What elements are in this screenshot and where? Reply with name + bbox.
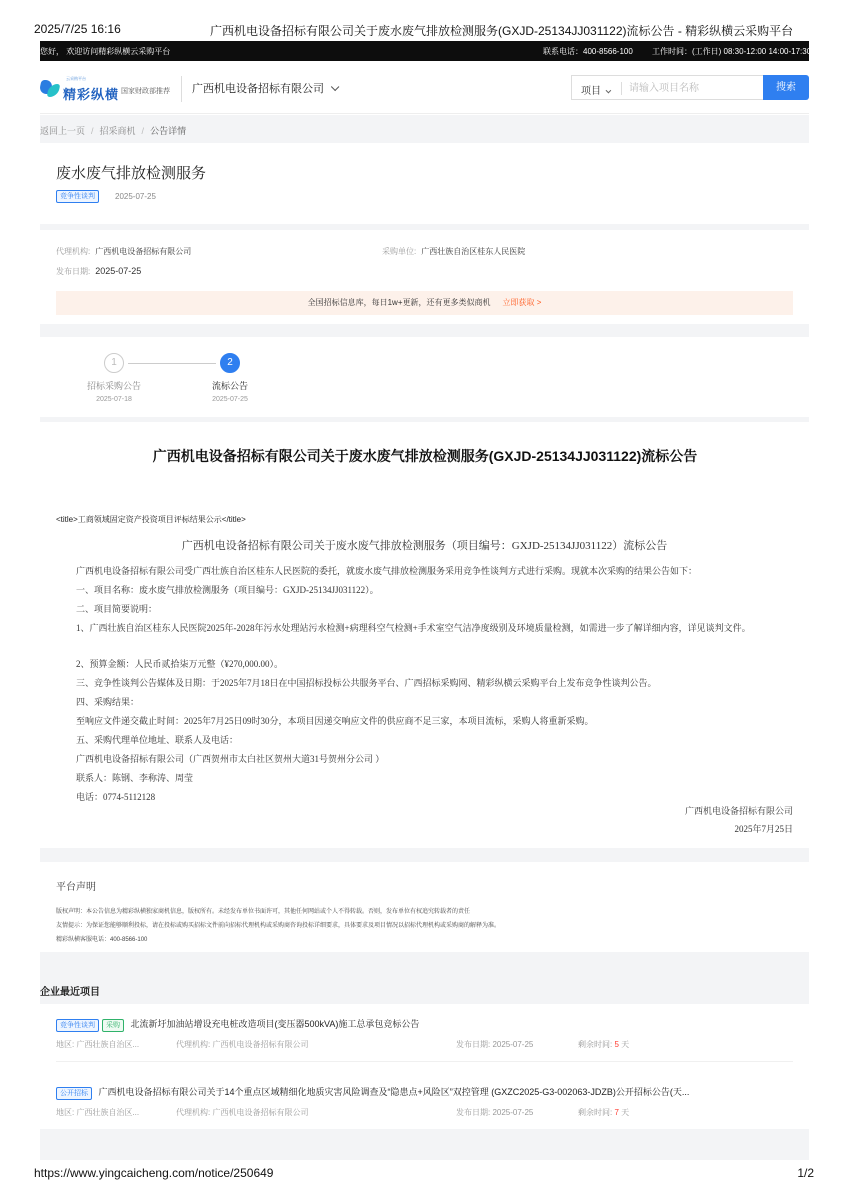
remaining-label: 剩余时间: (578, 1040, 613, 1049)
remaining-days: 7 (614, 1108, 619, 1117)
work-hours: 工作时间：(工作日) 08:30-12:00 14:00-17:30 (652, 47, 812, 56)
project-publish-date: 发布日期: 2025-07-25 (456, 1108, 534, 1117)
promo-banner (56, 291, 793, 315)
breadcrumb-current: 公告详情 (150, 126, 187, 136)
raw-title-tag: <title>工商领域固定资产投资项目评标结果公示</title> (56, 515, 246, 524)
project-agency: 代理机构: 广西机电设备招标有限公司 (176, 1108, 309, 1117)
project-title-row (56, 1017, 419, 1032)
chevron-down-icon (331, 83, 339, 91)
list-divider (56, 1061, 793, 1062)
paragraph-section-5: 五、采购代理单位地址、联系人及电话： (76, 735, 239, 745)
remaining-days: 5 (614, 1040, 619, 1049)
notice-info-card (40, 230, 809, 324)
site-header (40, 62, 809, 114)
paragraph-contacts: 联系人：陈钢、李称涛、周莹 (76, 773, 194, 783)
purchaser-info (382, 246, 525, 257)
project-region: 地区: 广西壮族自治区... (56, 1108, 140, 1117)
project-remaining (578, 1107, 629, 1118)
search-type-select[interactable] (581, 82, 609, 97)
publish-value: 2025-07-25 (95, 266, 142, 276)
promo-text: 全国招标信息库，每日1w+更新，还有更多类似商机 (307, 298, 491, 307)
remaining-label: 剩余时间: (578, 1108, 613, 1117)
project-publish-date: 发布日期: 2025-07-25 (456, 1040, 534, 1049)
declaration-heading: 平台声明 (56, 882, 96, 893)
search-button[interactable]: 搜索 (763, 75, 809, 100)
agency-value: 广西机电设备招标有限公司 (95, 247, 192, 256)
declaration-copyright: 版权声明：本公告信息为精彩纵横独家商机信息，版权所有。未经发布单位书面许可，其他任何网站或个人不得转载。否则，发布单位有权追究转载者的责任 (56, 909, 471, 915)
notice-header-card (40, 143, 809, 224)
search-box (571, 75, 764, 100)
paragraph-budget: 2、预算金额：人民币贰拾柒万元整（¥270,000.00）。 (76, 659, 284, 669)
chevron-down-icon (606, 88, 612, 94)
breadcrumb-separator: / (91, 126, 94, 136)
print-url: https://www.yingcaicheng.com/notice/250649 (34, 1166, 274, 1180)
breadcrumb-separator: / (141, 126, 145, 136)
notice-timeline (40, 337, 809, 417)
recommend-text: 国家财政部推荐 (121, 88, 170, 95)
publish-info (56, 266, 141, 277)
breadcrumb-home-link[interactable]: 招采商机 (99, 126, 136, 136)
declaration-hotline: 精彩纵横客服电话：400-8566-100 (56, 937, 148, 943)
site-logo[interactable] (40, 76, 120, 102)
notice-content (40, 422, 809, 848)
recent-projects-heading: 企业最近项目 (40, 987, 100, 998)
project-tag: 公开招标 (56, 1087, 92, 1100)
project-region: 地区: 广西壮族自治区... (56, 1040, 140, 1049)
paragraph-result: 至响应文件递交截止时间：2025年7月25日09时30分，本项目因递交响应文件的供应商不足三家，本项目流标，采购人将重新采购。 (76, 716, 594, 726)
publish-label: 发布日期: (56, 267, 91, 276)
project-remaining (578, 1039, 629, 1050)
breadcrumb (40, 124, 186, 137)
paragraph-intro: 广西机电设备招标有限公司受广西壮族自治区桂东人民医院的委托，就废水废气排放检测服务采用竞争性谈判方式进行采购。现就本次采购的结果公告如下： (76, 566, 698, 576)
platform-declaration (40, 862, 809, 952)
contact-phone: 联系电话：400-8566-100 (543, 47, 633, 56)
paragraph-section-4: 四、采购结果： (76, 697, 140, 707)
step-2-date: 2025-07-25 (212, 396, 248, 403)
agency-label: 代理机构: (56, 247, 91, 256)
paragraph-project-name: 一、项目名称：废水废气排放检测服务（项目编号：GXJD-25134JJ031122）。 (76, 585, 379, 595)
paragraph-phone: 电话：0774-5112128 (76, 792, 156, 802)
header-divider (181, 76, 182, 102)
top-info-bar (40, 41, 812, 61)
step-2-circle: 2 (220, 353, 240, 373)
print-page-number: 1/2 (797, 1166, 814, 1180)
signature-date: 2025年7月25日 (734, 824, 793, 834)
logo-subtitle: 云采购平台 (66, 76, 86, 81)
paragraph-media: 三、竞争性谈判公告媒体及日期：于2025年7月18日在中国招标投标公共服务平台、广西招标采购网、精彩纵横云采购平台上发布竞争性谈判公告。 (76, 678, 657, 688)
purchaser-value: 广西壮族自治区桂东人民医院 (421, 247, 526, 256)
print-page-title: 广西机电设备招标有限公司关于废水废气排放检测服务(GXJD-25134JJ031122)流标公告 - 精彩纵横云采购平台 (210, 24, 794, 38)
breadcrumb-back-link[interactable]: 返回上一页 (40, 126, 86, 136)
promo-cta-link[interactable]: 立即获取 > (502, 298, 542, 307)
search-divider (621, 82, 622, 95)
page-title: 废水废气排放检测服务 (56, 165, 207, 182)
print-date: 2025/7/25 16:16 (34, 22, 121, 36)
logo-brand-text: 精彩纵横 (63, 87, 120, 102)
paragraph-section-2: 二、项目简要说明： (76, 604, 158, 614)
project-title-link[interactable]: 北流新圩加油站增设充电桩改造项目(变压器500kVA)施工总承包竞标公告 (130, 1019, 420, 1029)
step-2-label[interactable]: 流标公告 (211, 381, 248, 391)
welcome-text: 您好， 欢迎访问精彩纵横云采购平台 (40, 47, 171, 56)
step-1-circle: 1 (104, 353, 124, 373)
search-type-label: 项目 (581, 86, 601, 97)
document-title: 广西机电设备招标有限公司关于废水废气排放检测服务（项目编号：GXJD-25134JJ031122）流标公告 (181, 540, 668, 552)
remaining-unit: 天 (621, 1040, 630, 1049)
company-name: 广西机电设备招标有限公司 (192, 83, 324, 95)
recent-projects-list (40, 1004, 809, 1129)
logo-mark-icon (40, 78, 60, 98)
step-1-label[interactable]: 招标采购公告 (86, 381, 141, 391)
project-title-link[interactable]: 广西机电设备招标有限公司关于14个重点区域精细化地质灾害风险调查及“隐患点+风险区”双控管理 (GXZC2025-G3-002063-JDZB)公开招标公告(天... (98, 1087, 690, 1097)
project-tag: 采购 (102, 1019, 124, 1032)
project-title-row (56, 1085, 689, 1100)
declaration-tip: 友情提示：为保证您能够顺利投标，请在投标或购买招标文件前向招标代理机构或采购商咨询投标详细要求，具体要求及项目情况以招标代理机构或采购商的解释为准。 (56, 923, 501, 929)
search-input[interactable] (629, 80, 759, 96)
company-dropdown[interactable] (192, 80, 336, 96)
notice-date: 2025-07-25 (115, 192, 156, 201)
remaining-unit: 天 (621, 1108, 630, 1117)
paragraph-description: 1、广西壮族自治区桂东人民医院2025年-2028年污水处理站污水检测+病理科空气检测+手术室空气洁净度级别及环境质量检测，如需进一步了解详细内容，详见谈判文件。 (76, 623, 751, 633)
notice-heading: 广西机电设备招标有限公司关于废水废气排放检测服务(GXJD-25134JJ031122)流标公告 (152, 448, 698, 464)
notice-type-badge: 竞争性谈判 (56, 190, 99, 203)
purchaser-label: 采购单位: (382, 247, 417, 256)
paragraph-address: 广西机电设备招标有限公司（广西贺州市太白社区贺州大道31号贺州分公司 ） (76, 754, 385, 764)
step-connector (128, 363, 216, 364)
project-tag: 竞争性谈判 (56, 1019, 99, 1032)
step-1-date: 2025-07-18 (96, 396, 132, 403)
signature-org: 广西机电设备招标有限公司 (684, 806, 793, 816)
project-agency: 代理机构: 广西机电设备招标有限公司 (176, 1040, 309, 1049)
agency-info (56, 246, 191, 257)
